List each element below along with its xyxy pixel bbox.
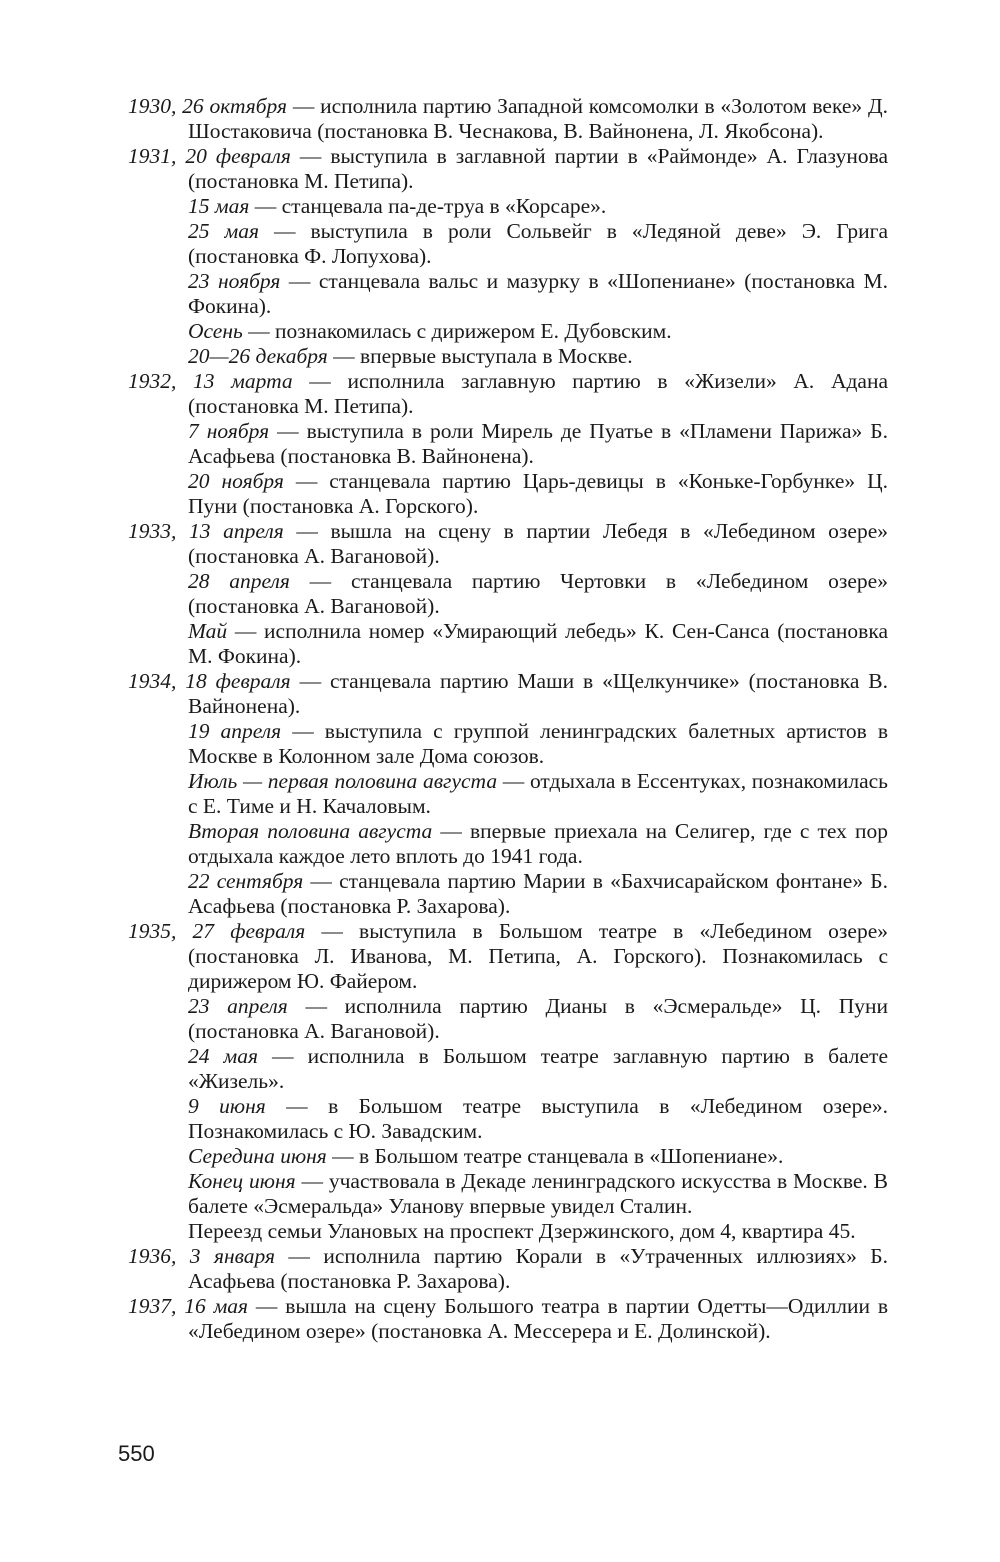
chronology-sub-entry [128,419,888,469]
entry-text: — станцевала партию Марии в «Бахчисарайском фонтане» Б. Асафьева (постановка Р. Захарова). [188,869,888,918]
chronology-year-entry [128,919,888,994]
chronology-sub-entry [128,219,888,269]
entry-text: — выступила в Большом театре в «Лебедином озере» (постановка Л. Иванова, М. Петипа, А. Горского). Познакомилась с дирижером Ю. Файером. [188,919,888,993]
entry-text: — впервые приехала на Селигер, где с тех пор отдыхала каждое лето вплоть до 1941 года. [188,819,888,868]
chronology-sub-entry [128,1144,888,1169]
entry-date: 23 ноября [188,269,281,293]
entry-date: 20—26 декабря [188,344,328,368]
entry-text: — станцевала партию Царь-девицы в «Коньке-Горбунке» Ц. Пуни (постановка А. Горского). [188,469,889,518]
chronology-sub-entry [128,469,888,519]
entry-text: — станцевала вальс и мазурку в «Шопениане» (постановка М. Фокина). [188,269,888,318]
chronology-sub-entry [128,619,888,669]
chronology-sub-entry [128,1044,888,1094]
entry-date: 28 апреля [188,569,290,593]
entry-text: — исполнила партию Корали в «Утраченных иллюзиях» Б. Асафьева (постановка Р. Захарова). [188,1244,888,1293]
entry-text: — участвовала в Декаде ленинградского искусства в Москве. В балете «Эсмеральда» Уланову впервые увидел Сталин. [188,1169,888,1218]
entry-date: 1932, 13 марта [128,369,293,393]
chronology-year-entry [128,519,888,569]
entry-date: 1937, 16 мая [128,1294,249,1318]
chronology-year-entry [128,94,888,144]
entry-date: 23 апреля [188,994,288,1018]
entry-date: 25 мая [188,219,259,243]
chronology-year-entry [128,144,888,194]
entry-date: 9 июня [188,1094,266,1118]
chronology-sub-entry [128,769,888,819]
entry-date: Июль — первая половина августа [188,769,498,793]
entry-date: 20 ноября [188,469,284,493]
chronology-sub-entry [128,994,888,1044]
entry-text: — отдыхала в Ессентуках, познакомилась с Е. Тиме и Н. Качаловым. [188,769,888,818]
entry-date: 19 апреля [188,719,282,743]
entry-text: — познакомилась с дирижером Е. Дубовским. [242,319,672,343]
entry-date: Конец июня [188,1169,296,1193]
chronology-sub-entry [128,569,888,619]
entry-date: 1934, 18 февраля [128,669,291,693]
entry-text: — исполнила партию Западной комсомолки в «Золотом веке» Д. Шостаковича (постановка В. Чеснакова, В. Вайнонена, Л. Якобсона). [188,94,888,143]
chronology-year-entry [128,369,888,419]
entry-date: Осень [188,319,243,343]
entry-date: Вторая половина августа [188,819,433,843]
entry-text: — исполнила партию Дианы в «Эсмеральде» Ц. Пуни (постановка А. Вагановой). [188,994,888,1043]
entry-date: 1931, 20 февраля [128,144,291,168]
entry-text: — исполнила заглавную партию в «Жизели» А. Адана (постановка М. Петипа). [188,369,888,418]
entry-text: — выступила в заглавной партии в «Раймонде» А. Глазунова (постановка М. Петипа). [188,144,888,193]
chronology-sub-entry [128,869,888,919]
entry-text: — выступила в роли Сольвейг в «Ледяной деве» Э. Грига (постановка Ф. Лопухова). [188,219,888,268]
entry-text: — впервые выступала в Москве. [327,344,633,368]
entry-text: — выступила в роли Мирель де Пуатье в «Пламени Парижа» Б. Асафьева (постановка В. Вайнонена). [188,419,888,468]
chronology-sub-entry [128,319,888,344]
entry-text: — исполнила номер «Умирающий лебедь» К. Сен-Санса (постановка М. Фокина). [188,619,888,668]
entry-date: 24 мая [188,1044,258,1068]
chronology-sub-entry [128,1169,888,1219]
chronology-sub-entry [128,1094,888,1144]
entry-text: — в Большом театре выступила в «Лебедином озере». Познакомилась с Ю. Завадским. [188,1094,888,1143]
entry-text: — вышла на сцену Большого театра в партии Одетты—Одиллии в «Лебедином озере» (постановка А. Мессерера и Е. Долинской). [188,1294,888,1343]
entry-text: — исполнила в Большом театре заглавную партию в балете «Жизель». [188,1044,888,1093]
chronology-sub-entry [128,269,888,319]
entry-text: — в Большом театре станцевала в «Шопениане». [326,1144,784,1168]
page-number: 550 [118,1441,155,1466]
chronology-sub-entry [128,344,888,369]
entry-text: — вышла на сцену в партии Лебедя в «Лебедином озере» (постановка А. Вагановой). [188,519,888,568]
entry-text: — станцевала партию Маши в «Щелкунчике» (постановка В. Вайнонена). [188,669,888,718]
chronology-sub-entry [128,1219,888,1244]
chronology-list [128,94,888,1344]
chronology-sub-entry [128,194,888,219]
entry-text: Переезд семьи Улановых на проспект Дзержинского, дом 4, квартира 45. [188,1219,856,1243]
entry-date: 15 мая [188,194,250,218]
chronology-sub-entry [128,719,888,769]
chronology-sub-entry [128,819,888,869]
entry-date: 1935, 27 февраля [128,919,306,943]
entry-text: — выступила с группой ленинградских балетных артистов в Москве в Колонном зале Дома союзов. [188,719,888,768]
entry-date: 1933, 13 апреля [128,519,284,543]
entry-date: Середина июня [188,1144,327,1168]
chronology-year-entry [128,669,888,719]
entry-date: 22 сентября [188,869,304,893]
entry-date: 7 ноября [188,419,270,443]
entry-text: — станцевала партию Чертовки в «Лебедином озере» (постановка А. Вагановой). [188,569,888,618]
entry-text: — станцевала па-де-труа в «Корсаре». [249,194,607,218]
entry-date: 1930, 26 октября [128,94,288,118]
chronology-year-entry [128,1244,888,1294]
entry-date: Май [188,619,228,643]
entry-date: 1936, 3 января [128,1244,276,1268]
chronology-year-entry [128,1294,888,1344]
